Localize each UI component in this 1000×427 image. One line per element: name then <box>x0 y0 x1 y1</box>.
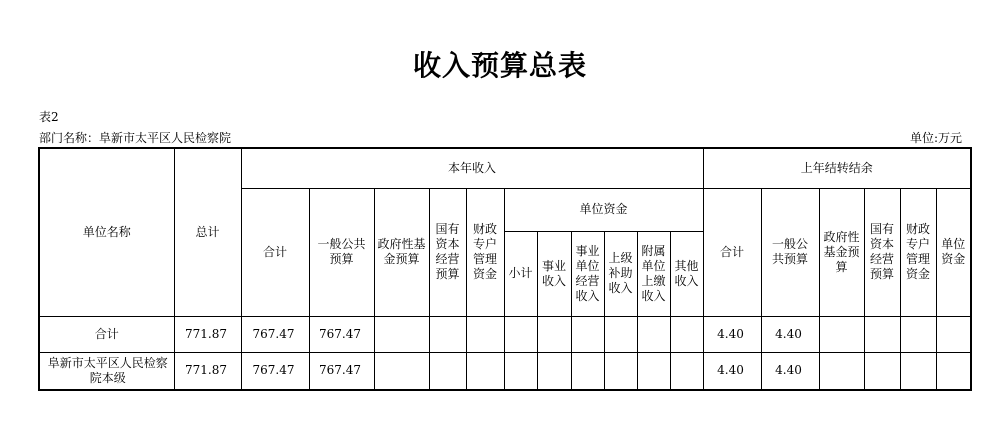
cell-cy-operating <box>571 316 604 352</box>
cell-cy-state-capital <box>429 352 466 390</box>
header-current-year-income: 本年收入 <box>241 148 703 188</box>
header-cy-fiscal-special-fund: 财政专户管理资金 <box>466 188 504 316</box>
header-py-state-capital-budget: 国有资本经营预算 <box>864 188 900 316</box>
cell-cy-subtotal: 767.47 <box>241 352 309 390</box>
department-name: 部门名称：阜新市太平区人民检察院 <box>39 131 232 145</box>
currency-unit: 单位:万元 <box>909 131 962 145</box>
cell-py-subtotal: 4.40 <box>703 352 761 390</box>
cell-cy-other <box>670 352 703 390</box>
table-row <box>39 352 971 390</box>
cell-cy-other <box>670 316 703 352</box>
cell-cy-subsidy <box>604 316 637 352</box>
cell-cy-fiscal-special <box>466 316 504 352</box>
header-total: 总计 <box>174 148 241 316</box>
cell-cy-affiliated <box>637 352 670 390</box>
cell-cy-business <box>537 316 571 352</box>
header-cy-state-capital-budget: 国有资本经营预算 <box>429 188 466 316</box>
cell-unit-name: 阜新市太平区人民检察院本级 <box>39 352 174 390</box>
page-title: 收入预算总表 <box>412 49 587 82</box>
cell-py-gov-fund <box>819 316 864 352</box>
cell-cy-fiscal-special <box>466 352 504 390</box>
header-cy-gov-fund-budget: 政府性基金预算 <box>374 188 429 316</box>
header-py-subtotal: 合计 <box>703 188 761 316</box>
header-cy-subtotal: 合计 <box>241 188 309 316</box>
header-py-fiscal-special-fund: 财政专户管理资金 <box>900 188 936 316</box>
cell-py-unit-funds <box>936 316 971 352</box>
cell-cy-operating <box>571 352 604 390</box>
header-subsidy-income: 上级补助收入 <box>604 231 637 316</box>
header-business-income: 事业收入 <box>537 231 571 316</box>
cell-cy-general: 767.47 <box>309 352 374 390</box>
header-unit-subtotal: 小计 <box>504 231 537 316</box>
cell-cy-affiliated <box>637 316 670 352</box>
cell-py-gov-fund <box>819 352 864 390</box>
cell-cy-gov-fund <box>374 352 429 390</box>
header-affiliated-income: 附属单位上缴收入 <box>637 231 670 316</box>
header-unit-name: 单位名称 <box>39 148 174 316</box>
cell-py-state-capital <box>864 316 900 352</box>
cell-py-subtotal: 4.40 <box>703 316 761 352</box>
cell-py-general: 4.40 <box>761 352 819 390</box>
header-prior-year-carryover: 上年结转结余 <box>703 148 971 188</box>
cell-cy-subsidy <box>604 352 637 390</box>
cell-cy-general: 767.47 <box>309 316 374 352</box>
cell-py-unit-funds <box>936 352 971 390</box>
cell-py-state-capital <box>864 352 900 390</box>
cell-unit-name: 合计 <box>39 316 174 352</box>
cell-cy-business <box>537 352 571 390</box>
header-unit-funds: 单位资金 <box>504 188 703 231</box>
cell-cy-state-capital <box>429 316 466 352</box>
header-operating-income: 事业单位经营收入 <box>571 231 604 316</box>
table-row <box>39 316 971 352</box>
income-budget-table <box>38 147 972 391</box>
cell-cy-unit-subtotal <box>504 352 537 390</box>
header-py-gov-fund-budget: 政府性基金预算 <box>819 188 864 316</box>
header-other-income: 其他收入 <box>670 231 703 316</box>
table-number: 表2 <box>39 110 59 124</box>
header-py-unit-funds: 单位资金 <box>936 188 971 316</box>
header-py-general-budget: 一般公共预算 <box>761 188 819 316</box>
cell-py-fiscal-special <box>900 352 936 390</box>
header-cy-general-budget: 一般公共预算 <box>309 188 374 316</box>
cell-cy-subtotal: 767.47 <box>241 316 309 352</box>
cell-cy-unit-subtotal <box>504 316 537 352</box>
cell-py-general: 4.40 <box>761 316 819 352</box>
cell-total: 771.87 <box>174 352 241 390</box>
cell-py-fiscal-special <box>900 316 936 352</box>
cell-total: 771.87 <box>174 316 241 352</box>
cell-cy-gov-fund <box>374 316 429 352</box>
